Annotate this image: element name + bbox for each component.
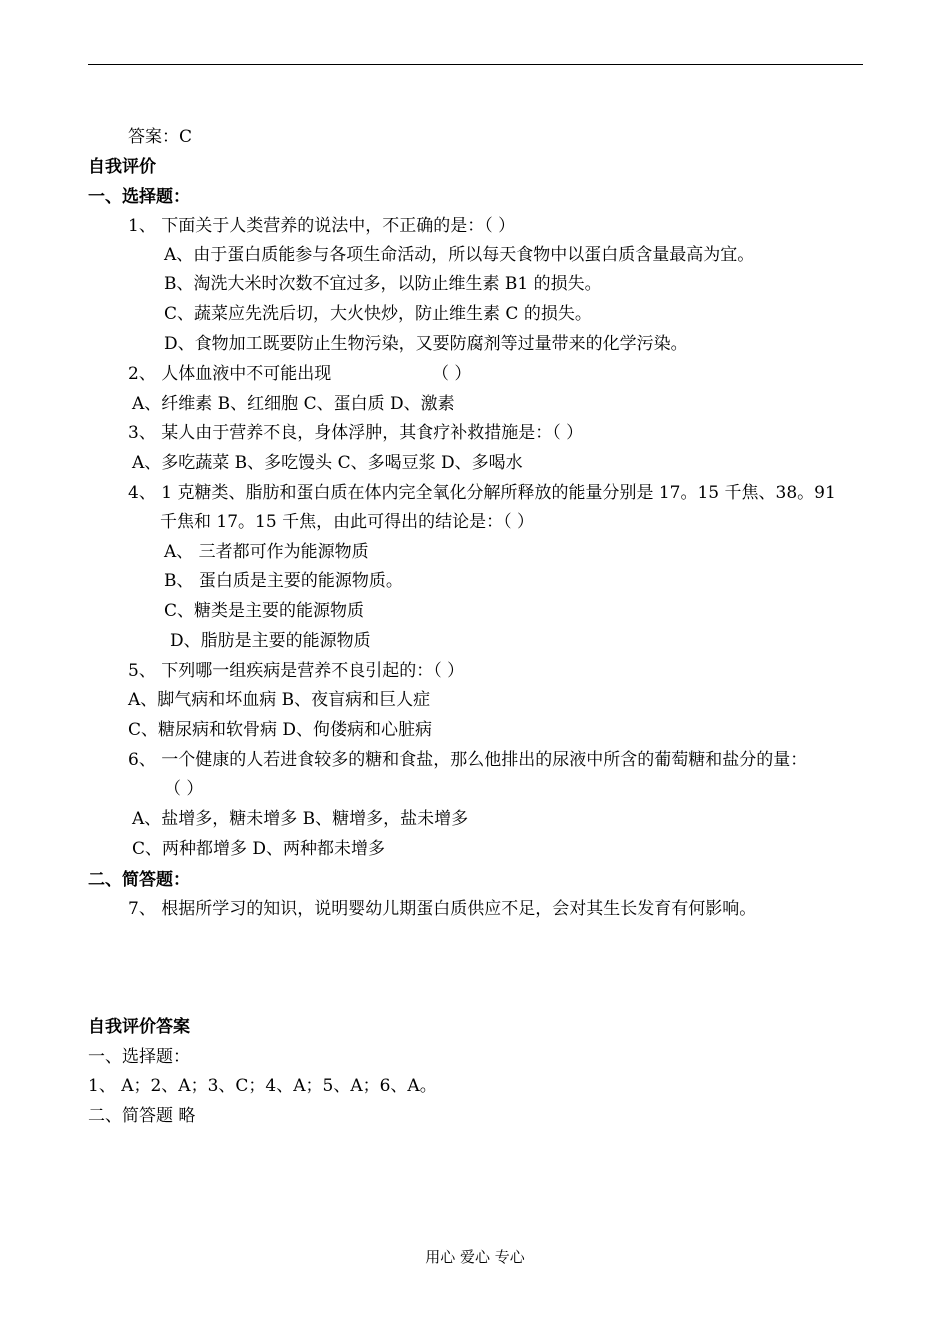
answers-section-1: 一、选择题：: [88, 1047, 190, 1067]
q2-stem: 2、 人体血液中不可能出现: [128, 364, 332, 384]
q1-option-c: C、蔬菜应先洗后切，大火快炒，防止维生素 C 的损失。: [164, 304, 592, 324]
header-rule: [88, 64, 863, 65]
q5-stem: 5、 下列哪一组疾病是营养不良引起的：（ ）: [128, 661, 465, 681]
q6-stem-line1: 6、 一个健康的人若进食较多的糖和食盐，那么他排出的尿液中所含的葡萄糖和盐分的量：: [128, 750, 808, 770]
answers-section-2: 二、简答题 略: [88, 1106, 196, 1126]
q6-stem-line2: （ ）: [164, 779, 204, 799]
q4-option-d: D、脂肪是主要的能源物质: [170, 631, 371, 651]
q5-options-cd: C、糖尿病和软骨病 D、佝偻病和心脏病: [128, 720, 433, 740]
q4-option-c: C、糖类是主要的能源物质: [164, 601, 365, 621]
section-2-title: 二、简答题：: [88, 870, 190, 890]
q4-stem-line2: 千焦和 17。15 千焦，由此可得出的结论是：（ ）: [160, 512, 534, 532]
section-1-title: 一、选择题：: [88, 187, 190, 207]
q4-option-a: A、 三者都可作为能源物质: [164, 542, 369, 562]
previous-answer: 答案：C: [128, 127, 193, 147]
q4-option-b: B、 蛋白质是主要的能源物质。: [164, 571, 403, 591]
q1-option-a: A、由于蛋白质能参与各项生命活动，所以每天食物中以蛋白质含量最高为宜。: [164, 245, 755, 265]
q1-option-b: B、淘洗大米时次数不宜过多，以防止维生素 B1 的损失。: [164, 274, 602, 294]
q7: 7、 根据所学习的知识，说明婴幼儿期蛋白质供应不足，会对其生长发育有何影响。: [128, 899, 757, 919]
q2-options: A、纤维素 B、红细胞 C、蛋白质 D、激素: [132, 394, 455, 414]
q6-options-cd: C、两种都增多 D、两种都未增多: [132, 839, 386, 859]
q5-options-ab: A、脚气病和坏血病 B、夜盲病和巨人症: [128, 690, 431, 710]
q3-options: A、多吃蔬菜 B、多吃馒头 C、多喝豆浆 D、多喝水: [132, 453, 523, 473]
q3-stem: 3、 某人由于营养不良，身体浮肿，其食疗补救措施是：（ ）: [128, 423, 584, 443]
q4-stem-line1: 4、 1 克糖类、脂肪和蛋白质在体内完全氧化分解所释放的能量分别是 17。15 千焦、38。91: [128, 483, 836, 503]
q1-option-d: D、食物加工既要防止生物污染，又要防腐剂等过量带来的化学污染。: [164, 334, 688, 354]
q6-options-ab: A、盐增多，糖未增多 B、糖增多，盐未增多: [132, 809, 469, 829]
page-footer: 用心 爱心 专心: [425, 1248, 525, 1266]
q1-stem: 1、 下面关于人类营养的说法中，不正确的是：（ ）: [128, 216, 516, 236]
answers-choices: 1、 A；2、A；3、C；4、A；5、A；6、A。: [88, 1076, 437, 1096]
self-eval-title: 自我评价: [88, 157, 156, 177]
q2-bracket: （ ）: [432, 364, 472, 384]
answers-title: 自我评价答案: [88, 1017, 190, 1037]
